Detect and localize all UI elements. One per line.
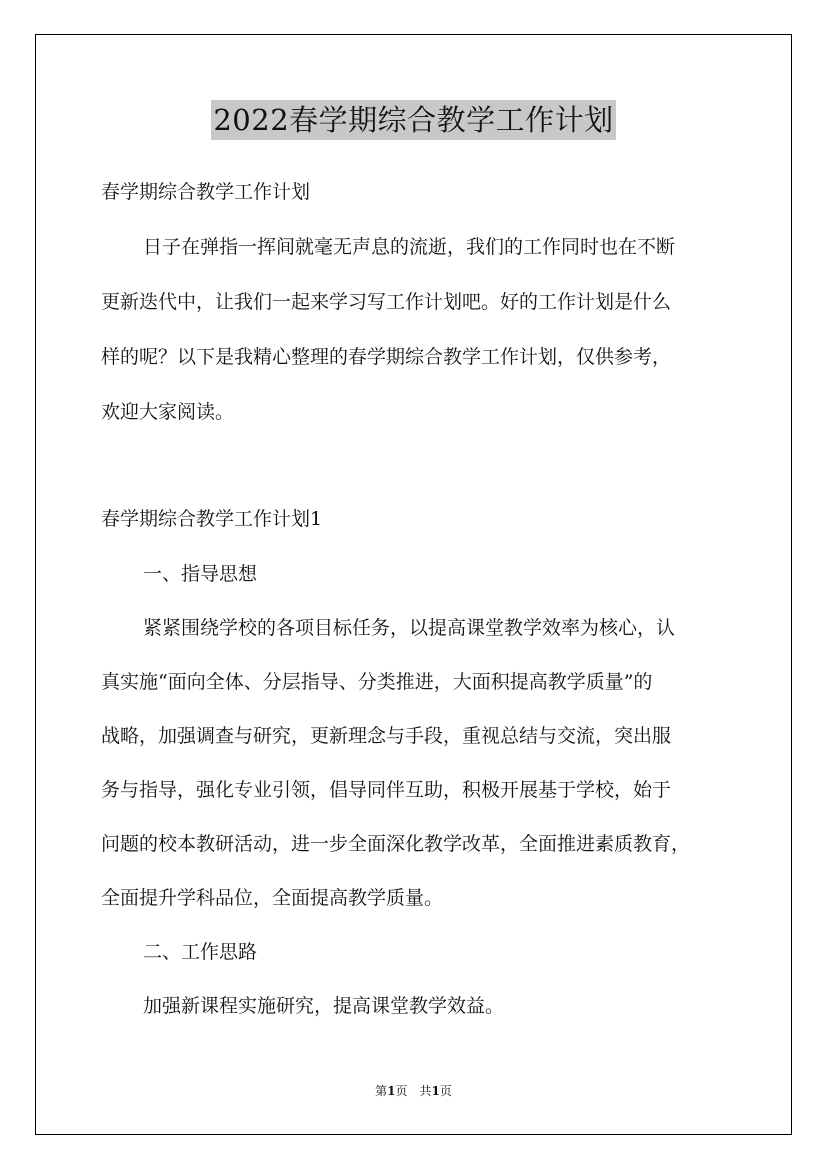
title-container	[0, 100, 827, 140]
intro-line: 更新迭代中，让我们一起来学习写工作计划吧。好的工作计划是什么	[101, 291, 672, 313]
intro-line: 欢迎大家阅读。	[101, 401, 235, 423]
intro-line: 日子在弹指一挥间就毫无声息的流逝，我们的工作同时也在不断	[143, 236, 676, 258]
footer-page-current: 1	[387, 1084, 396, 1098]
section-heading: 一、指导思想	[143, 563, 258, 585]
footer-prefix: 第	[375, 1084, 388, 1098]
paragraph-line: 战略，加强调查与研究，更新理念与手段，重视总结与交流，突出服	[101, 725, 672, 747]
page-footer	[0, 1082, 827, 1100]
paragraph-line: 加强新课程实施研究，提高课堂教学效益。	[143, 995, 505, 1017]
section-heading: 二、工作思路	[143, 941, 258, 963]
section-title: 春学期综合教学工作计划1	[101, 508, 323, 530]
footer-page-total: 1	[431, 1084, 440, 1098]
paragraph-line: 问题的校本教研活动，进一步全面深化教学改革，全面推进素质教育，	[101, 833, 691, 855]
paragraph-line: 全面提升学科品位，全面提高教学质量。	[101, 887, 444, 909]
footer-suffix: 页	[439, 1084, 452, 1098]
footer-mid: 页 共	[395, 1084, 432, 1098]
document-title: 2022春学期综合教学工作计划	[211, 100, 615, 140]
paragraph-line: 真实施“面向全体、分层指导、分类推进，大面积提高教学质量”的	[101, 671, 653, 693]
paragraph-line: 紧紧围绕学校的各项目标任务，以提高课堂教学效率为核心，认	[143, 617, 676, 639]
subtitle: 春学期综合教学工作计划	[101, 181, 311, 203]
paragraph-line: 务与指导，强化专业引领，倡导同伴互助，积极开展基于学校，始于	[101, 779, 672, 801]
intro-line: 样的呢？以下是我精心整理的春学期综合教学工作计划，仅供参考，	[101, 346, 672, 368]
